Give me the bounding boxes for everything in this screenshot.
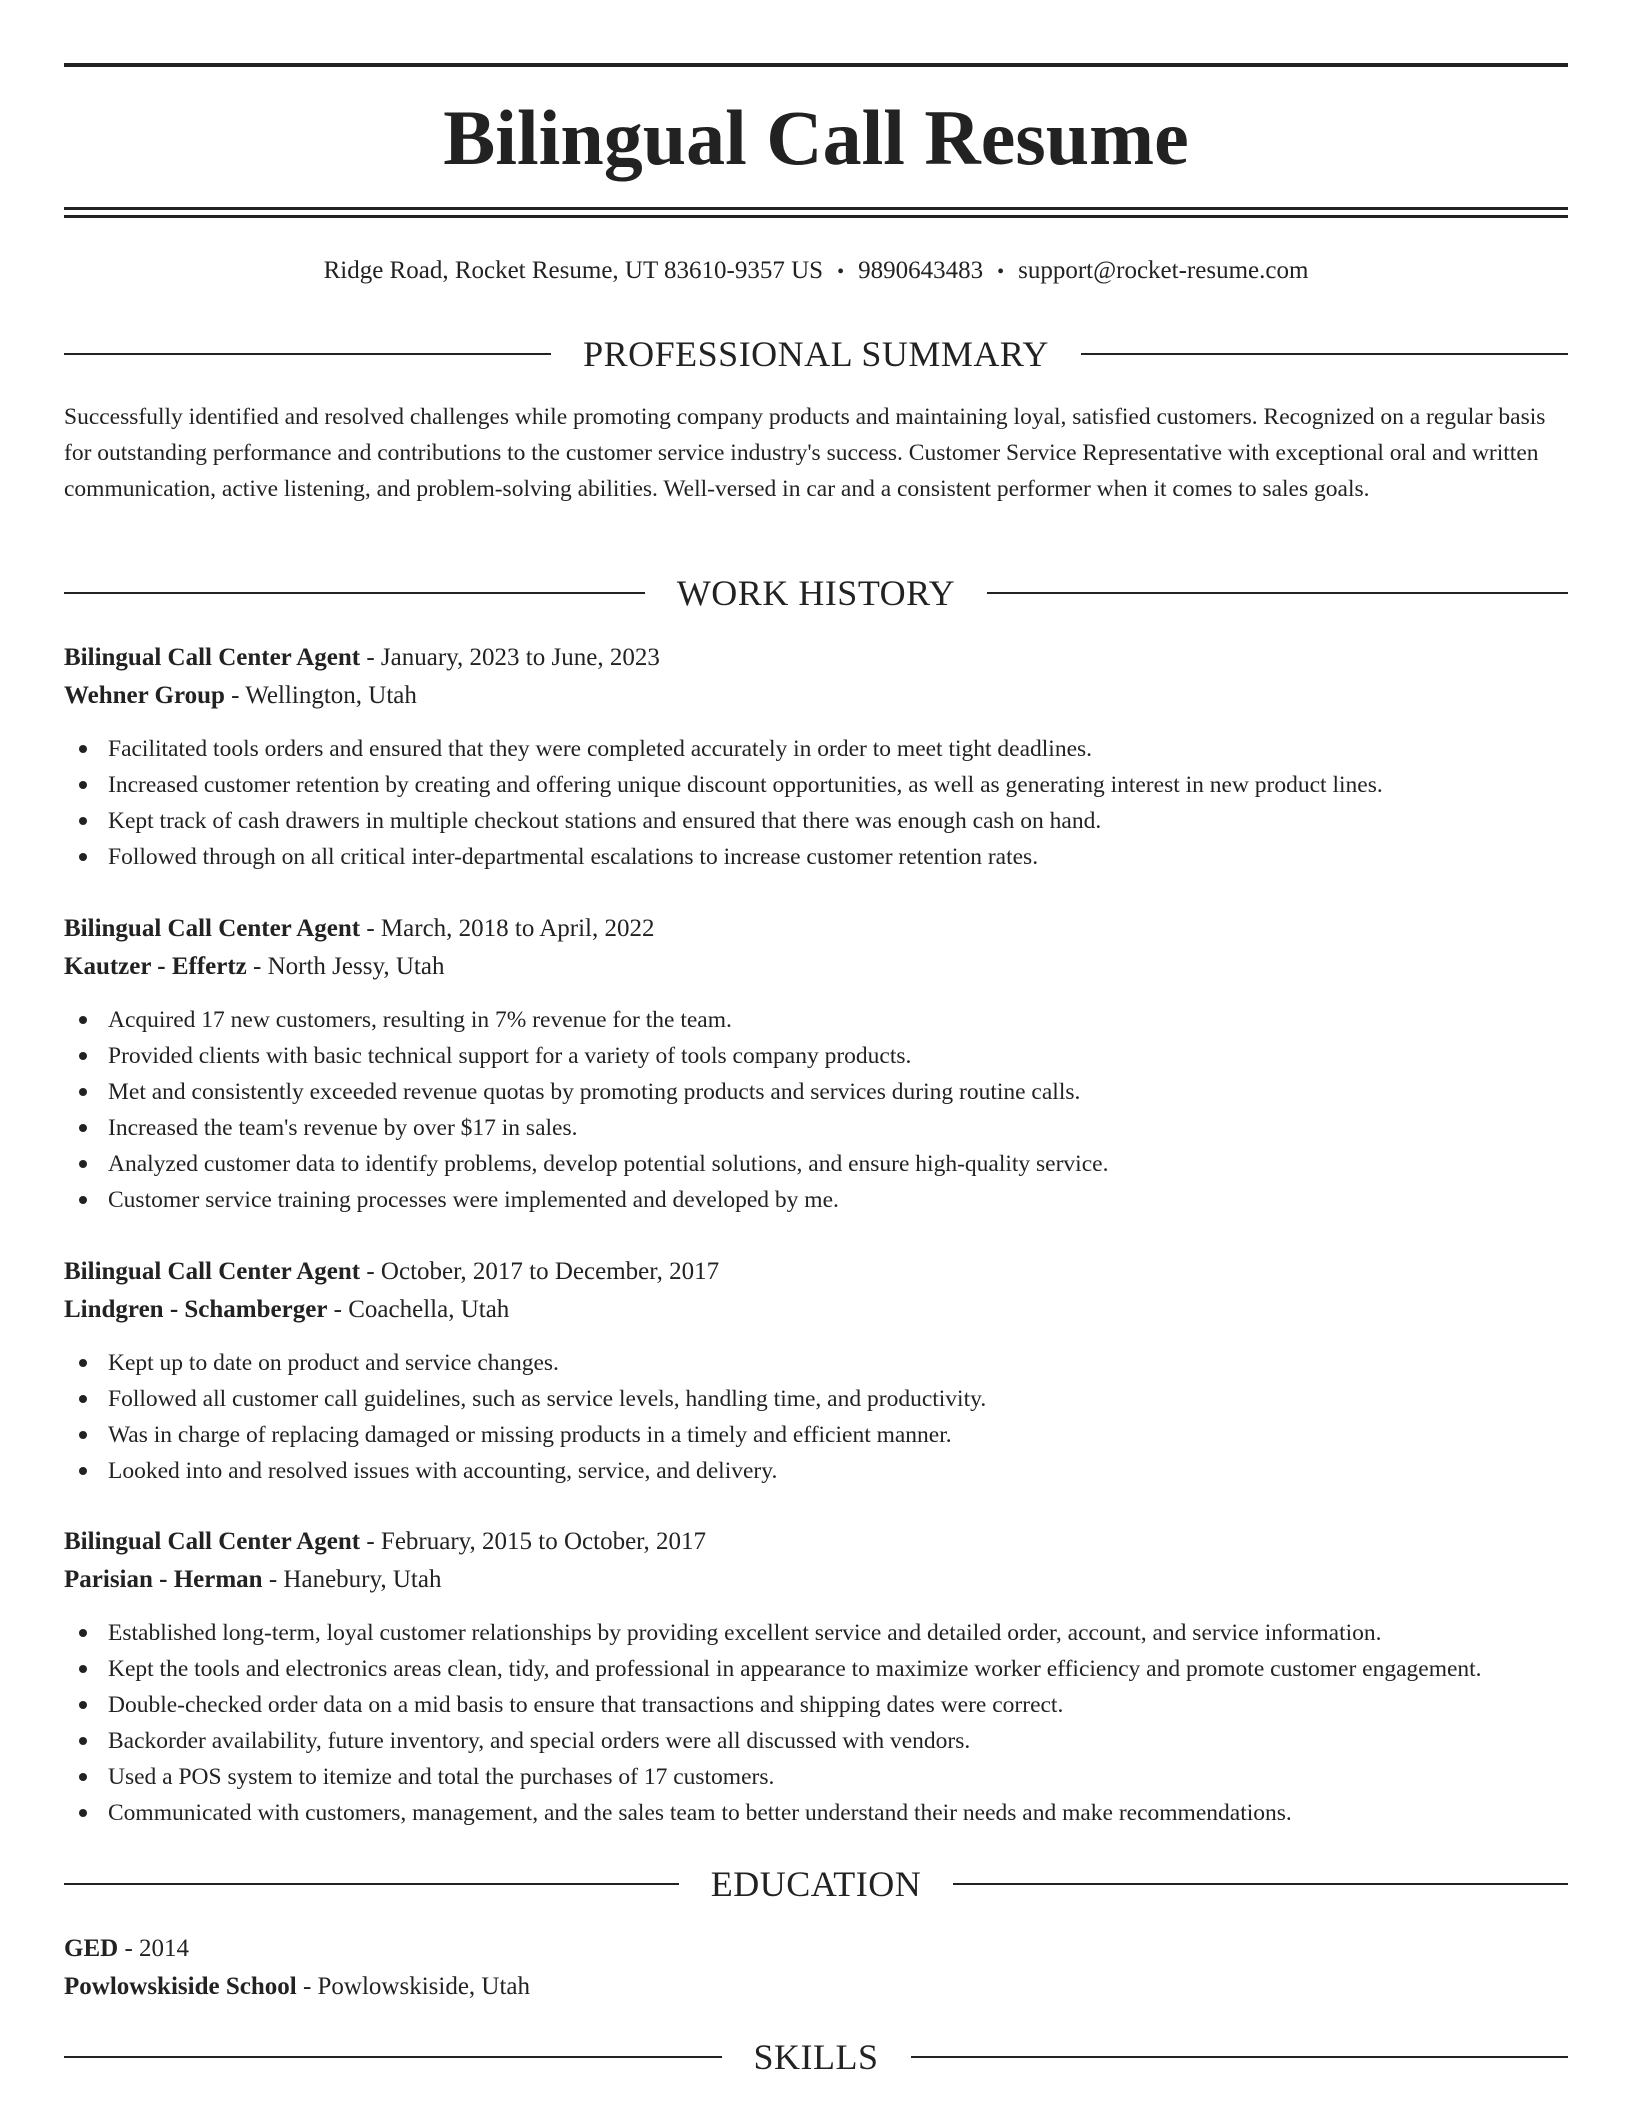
bullet-text: Backorder availability, future inventory, and special orders were all discussed with vendors. xyxy=(108,1728,971,1754)
section-heading-education xyxy=(64,1862,1568,1906)
section-title: EDUCATION xyxy=(710,1864,922,1904)
bullet-text: Analyzed customer data to identify problems, develop potential solutions, and ensure high-quality service. xyxy=(108,1151,1109,1177)
heading-rule-left xyxy=(64,2056,722,2058)
bullet-item xyxy=(64,1795,1568,1831)
heading-rule-left xyxy=(64,353,551,355)
bullet-text: Customer service training processes were implemented and developed by me. xyxy=(108,1187,839,1213)
education-degree: GED xyxy=(64,1935,119,1962)
top-rule xyxy=(64,63,1568,67)
education-school-line xyxy=(64,1968,1568,2006)
section-title: WORK HISTORY xyxy=(676,573,956,613)
job-entry xyxy=(64,1523,1568,1831)
bullet-text: Used a POS system to itemize and total the purchases of 17 customers. xyxy=(108,1764,775,1790)
contact-separator: • xyxy=(997,261,1005,283)
bullet-dot-icon xyxy=(79,781,87,789)
heading-rule-right xyxy=(987,592,1568,594)
bullet-dot-icon xyxy=(79,1665,87,1673)
job-bullets xyxy=(64,1615,1568,1831)
bullet-dot-icon xyxy=(79,1701,87,1709)
bullet-text: Increased customer retention by creating and offering unique discount opportunities, as well as generating interest in new product lines. xyxy=(108,772,1383,798)
bullet-item xyxy=(64,1651,1568,1687)
contact-separator: • xyxy=(837,261,845,283)
bullet-text: Double-checked order data on a mid basis to ensure that transactions and shipping dates were correct. xyxy=(108,1692,1064,1718)
job-company: Wehner Group xyxy=(64,682,225,709)
bullet-text: Looked into and resolved issues with accounting, service, and delivery. xyxy=(108,1458,778,1484)
bullet-dot-icon xyxy=(79,745,87,753)
bullet-item xyxy=(64,1687,1568,1723)
bullet-item xyxy=(64,1345,1568,1381)
bullet-dot-icon xyxy=(79,1467,87,1475)
bullet-item xyxy=(64,1182,1568,1218)
contact-phone: 9890643483 xyxy=(858,257,984,284)
bullet-dot-icon xyxy=(79,1431,87,1439)
bullet-dot-icon xyxy=(79,1737,87,1745)
bullet-item xyxy=(64,1615,1568,1651)
job-title: Bilingual Call Center Agent xyxy=(64,1528,361,1555)
job-company: Kautzer - Effertz xyxy=(64,953,247,980)
job-dates: - March, 2018 to April, 2022 xyxy=(360,915,655,942)
section-title: PROFESSIONAL SUMMARY xyxy=(583,334,1049,374)
section-title: SKILLS xyxy=(753,2037,879,2077)
job-bullets xyxy=(64,731,1568,875)
bullet-dot-icon xyxy=(79,1629,87,1637)
bullet-dot-icon xyxy=(79,1052,87,1060)
section-heading-summary xyxy=(64,332,1568,376)
bullet-item xyxy=(64,1038,1568,1074)
job-company-line xyxy=(64,1561,1568,1599)
job-title-line xyxy=(64,639,1568,677)
bullet-text: Kept track of cash drawers in multiple checkout stations and ensured that there was enough cash on hand. xyxy=(108,808,1102,834)
heading-rule-right xyxy=(911,2056,1569,2058)
bullet-text: Followed through on all critical inter-departmental escalations to increase customer retention rates. xyxy=(108,844,1039,870)
job-title: Bilingual Call Center Agent xyxy=(64,1258,361,1285)
job-entry xyxy=(64,1253,1568,1489)
bullet-dot-icon xyxy=(79,1196,87,1204)
bullet-text: Provided clients with basic technical support for a variety of tools company products. xyxy=(108,1043,912,1069)
job-location: - Wellington, Utah xyxy=(224,682,417,709)
bullet-dot-icon xyxy=(79,1160,87,1168)
job-dates: - February, 2015 to October, 2017 xyxy=(360,1528,707,1555)
job-dates: - October, 2017 to December, 2017 xyxy=(360,1258,720,1285)
bullet-dot-icon xyxy=(79,1124,87,1132)
job-title-line xyxy=(64,1523,1568,1561)
bullet-item xyxy=(64,1110,1568,1146)
job-title-line xyxy=(64,910,1568,948)
job-company-line xyxy=(64,1291,1568,1329)
contact-email[interactable]: support@rocket-resume.com xyxy=(1018,257,1309,284)
contact-line xyxy=(64,254,1568,289)
bullet-item xyxy=(64,1723,1568,1759)
bullet-dot-icon xyxy=(79,1359,87,1367)
education-location: - Powlowskiside, Utah xyxy=(296,1973,531,2000)
heading-rule-right xyxy=(1081,353,1568,355)
bullet-item xyxy=(64,803,1568,839)
bullet-text: Acquired 17 new customers, resulting in 7% revenue for the team. xyxy=(108,1007,732,1033)
bullet-item xyxy=(64,1759,1568,1795)
bullet-item xyxy=(64,839,1568,875)
summary-text: Successfully identified and resolved challenges while promoting company products and maintaining loyal, satisfied customers. Recognized on a regular basis for outstanding performance and contributions to the customer service industry's success. Customer Service Representative with exceptional oral and written communication, active listening, and problem-solving abilities. Well-versed in car and a consistent performer when it comes to sales goals. xyxy=(64,404,1546,502)
job-bullets xyxy=(64,1002,1568,1218)
bullet-text: Was in charge of replacing damaged or missing products in a timely and efficient manner. xyxy=(108,1422,952,1448)
heading-rule-left xyxy=(64,1883,679,1885)
contact-address: Ridge Road, Rocket Resume, UT 83610-9357 US xyxy=(323,257,824,284)
bullet-item xyxy=(64,731,1568,767)
bullet-text: Communicated with customers, management, and the sales team to better understand their needs and make recommendations. xyxy=(108,1800,1292,1826)
education-year: - 2014 xyxy=(118,1935,190,1962)
bullet-item xyxy=(64,1074,1568,1110)
job-title-line xyxy=(64,1253,1568,1291)
bullet-item xyxy=(64,767,1568,803)
section-heading-work xyxy=(64,571,1568,615)
resume-title: Bilingual Call Resume xyxy=(443,94,1189,181)
bullet-dot-icon xyxy=(79,1773,87,1781)
bullet-dot-icon xyxy=(79,817,87,825)
job-location: - North Jessy, Utah xyxy=(246,953,445,980)
bullet-text: Followed all customer call guidelines, such as service levels, handling time, and productivity. xyxy=(108,1386,987,1412)
job-company-line xyxy=(64,677,1568,715)
title-rule-lower xyxy=(64,215,1568,218)
job-entry xyxy=(64,910,1568,1218)
job-title: Bilingual Call Center Agent xyxy=(64,644,361,671)
heading-rule-left xyxy=(64,592,645,594)
job-title: Bilingual Call Center Agent xyxy=(64,915,361,942)
job-bullets xyxy=(64,1345,1568,1489)
bullet-text: Established long-term, loyal customer relationships by providing excellent service and detailed order, account, and service information. xyxy=(108,1620,1382,1646)
bullet-text: Met and consistently exceeded revenue quotas by promoting products and services during routine calls. xyxy=(108,1079,1081,1105)
title-rule-upper xyxy=(64,207,1568,210)
job-company: Lindgren - Schamberger xyxy=(64,1296,328,1323)
bullet-text: Increased the team's revenue by over $17 in sales. xyxy=(108,1115,578,1141)
job-location: - Hanebury, Utah xyxy=(262,1566,442,1593)
job-location: - Coachella, Utah xyxy=(327,1296,510,1323)
bullet-dot-icon xyxy=(79,1016,87,1024)
bullet-item xyxy=(64,1146,1568,1182)
bullet-text: Kept up to date on product and service changes. xyxy=(108,1350,559,1376)
bullet-item xyxy=(64,1453,1568,1489)
bullet-item xyxy=(64,1417,1568,1453)
education-entry xyxy=(64,1930,1568,2006)
bullet-item xyxy=(64,1381,1568,1417)
job-company: Parisian - Herman xyxy=(64,1566,263,1593)
bullet-text: Facilitated tools orders and ensured that they were completed accurately in order to meet tight deadlines. xyxy=(108,736,1093,762)
job-company-line xyxy=(64,948,1568,986)
bullet-item xyxy=(64,1002,1568,1038)
education-school: Powlowskiside School xyxy=(64,1973,297,2000)
bullet-dot-icon xyxy=(79,1395,87,1403)
job-entry xyxy=(64,639,1568,875)
bullet-text: Kept the tools and electronics areas clean, tidy, and professional in appearance to maximize worker efficiency and promote customer engagement. xyxy=(108,1656,1482,1682)
education-degree-line xyxy=(64,1930,1568,1968)
section-heading-skills xyxy=(64,2035,1568,2079)
job-dates: - January, 2023 to June, 2023 xyxy=(360,644,660,671)
heading-rule-right xyxy=(953,1883,1568,1885)
bullet-dot-icon xyxy=(79,1809,87,1817)
bullet-dot-icon xyxy=(79,1088,87,1096)
bullet-dot-icon xyxy=(79,853,87,861)
